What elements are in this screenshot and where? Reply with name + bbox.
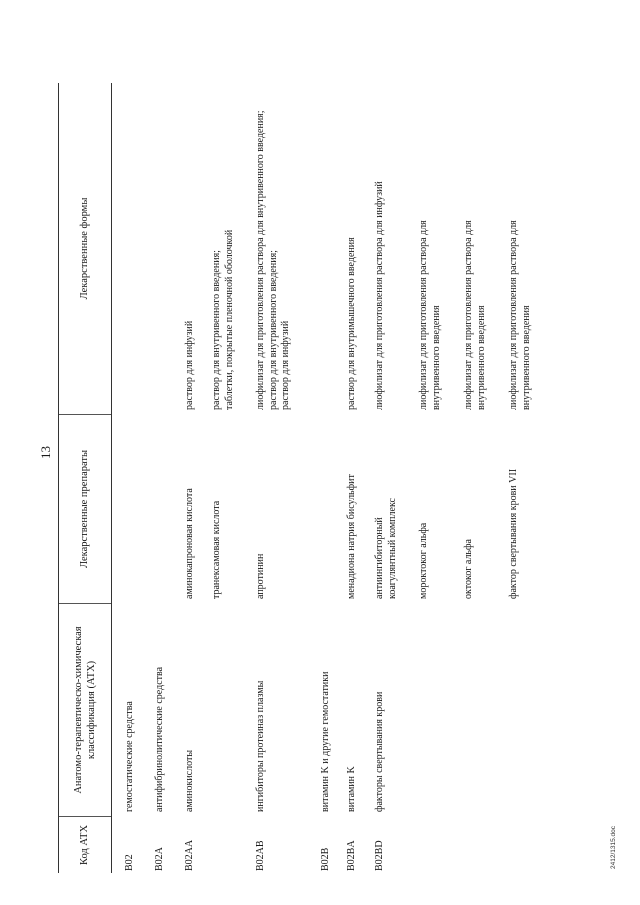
- row-atx: витамин K: [346, 766, 357, 812]
- form-item: лиофилизат для приготовления раствора для инфузий: [374, 181, 385, 410]
- row-drug: фактор свертывания крови VII: [508, 468, 519, 599]
- row-atx: ингибиторы протеиназ плазмы: [255, 680, 266, 812]
- form-item: раствор для инфузий: [184, 320, 195, 410]
- row-forms: [184, 83, 197, 414]
- row-code: B02B: [320, 847, 331, 871]
- row-atx: гемостатические средства: [124, 701, 135, 812]
- row-atx: антифибринолитические средства: [154, 666, 165, 812]
- row-forms: [374, 83, 387, 414]
- row-code: B02AA: [184, 839, 195, 871]
- row-forms: [463, 209, 488, 414]
- row-drug: антиингибиторный коагулянтный комплекс: [374, 497, 398, 599]
- document-id: 2412/1315.doc: [610, 825, 617, 869]
- form-item: раствор для внутривенного введения;: [211, 250, 222, 410]
- row-drug: аминокапроновая кислота: [184, 488, 195, 599]
- row-drug: апротинин: [255, 553, 266, 599]
- row-drug: транексамовая кислота: [211, 500, 222, 599]
- form-item: раствор для внутривенного введения;: [267, 250, 279, 410]
- header-atx: Анатомо-терапевтическо-химическая классификация (АТХ): [72, 626, 97, 794]
- row-code: B02A: [154, 847, 165, 871]
- form-item: раствор для инфузий: [280, 320, 291, 410]
- row-drug: мороктоког альфа: [418, 522, 429, 599]
- column-divider: [59, 414, 111, 415]
- table-header: [58, 83, 112, 873]
- row-forms: [211, 83, 236, 414]
- header-drugs: Лекарственные препараты: [79, 449, 91, 569]
- form-item: лиофилизат для приготовления раствора для внутривенного введения;: [255, 110, 266, 410]
- row-code: B02: [124, 854, 135, 871]
- page-number: 13: [38, 446, 53, 459]
- row-drug: менадиона натрия бисульфит: [346, 474, 357, 599]
- row-drug: октоког альфа: [463, 539, 474, 599]
- row-code: B02AB: [255, 840, 266, 871]
- column-divider: [59, 603, 111, 604]
- atx-table: [58, 83, 578, 873]
- form-item: лиофилизат для приготовления раствора для внутривенного введения: [463, 220, 487, 410]
- header-forms: Лекарственные формы: [79, 197, 91, 300]
- header-code: Код АТХ: [79, 824, 91, 866]
- row-forms: [508, 209, 533, 414]
- row-atx: факторы свертывания крови: [374, 691, 385, 812]
- column-divider: [59, 816, 111, 817]
- row-forms: [346, 83, 359, 414]
- form-item: лиофилизат для приготовления раствора для внутривенного введения: [418, 220, 442, 410]
- row-forms: [418, 209, 443, 414]
- form-item: лиофилизат для приготовления раствора для внутривенного введения: [508, 220, 532, 410]
- form-item: раствор для внутримышечного введения: [346, 237, 357, 410]
- row-code: B02BD: [374, 840, 385, 871]
- form-item: таблетки, покрытые пленочной оболочкой: [223, 229, 235, 410]
- row-atx: аминокислоты: [184, 749, 195, 812]
- row-forms: [255, 83, 293, 414]
- row-atx: витамин K и другие гемостатики: [320, 671, 331, 812]
- row-code: B02BA: [346, 840, 357, 871]
